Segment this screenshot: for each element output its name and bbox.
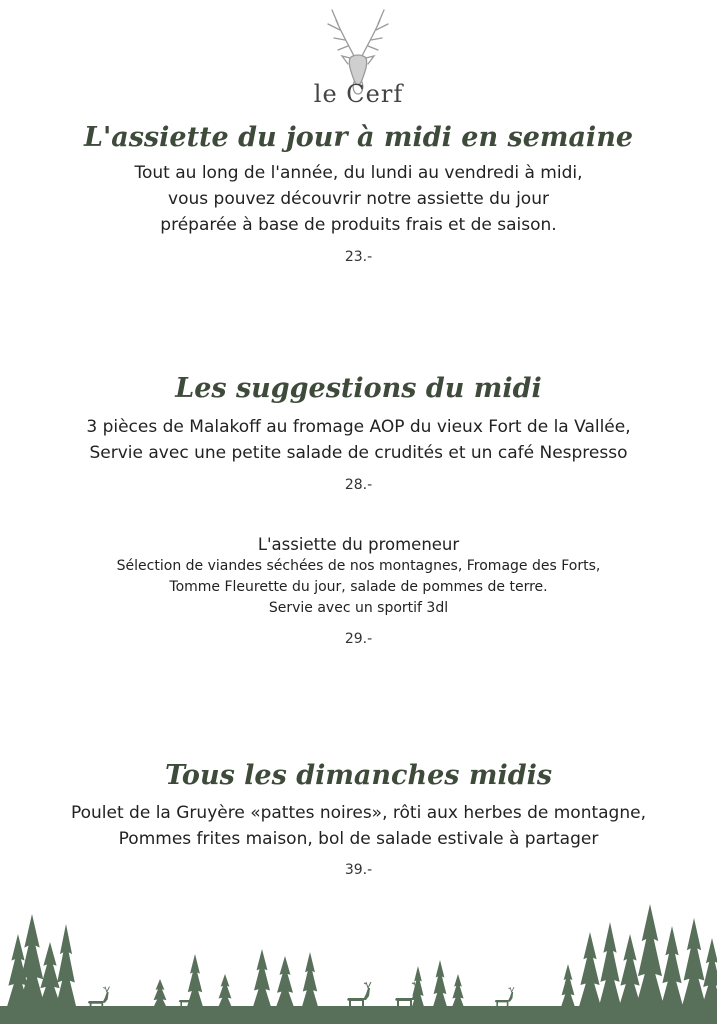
description-line: Tout au long de l'année, du lundi au vendredi à midi,: [134, 163, 583, 183]
sunday-price: 39.-: [344, 862, 373, 878]
deer-shape: [495, 987, 514, 1008]
tree-shape: [432, 960, 448, 1010]
description-line: 3 pièces de Malakoff au fromage AOP du vieux Fort de la Vallée,: [86, 417, 631, 437]
tree-shape: [55, 924, 77, 1010]
deer-shape: [347, 982, 371, 1008]
tree-shape: [152, 979, 168, 1010]
description-line: Tomme Fleurette du jour, salade de pommes de terre.: [169, 579, 548, 595]
section-title-daily-plate: L'assiette du jour à midi en semaine: [83, 122, 634, 153]
tree-shape: [18, 914, 46, 1010]
tree-shape: [301, 952, 319, 1010]
tree-shape: [578, 932, 602, 1010]
malakoff-price: 28.-: [344, 477, 373, 493]
deer-group: [88, 982, 514, 1010]
section-title-suggestions: Les suggestions du midi: [175, 373, 542, 404]
promeneur-price: 29.-: [344, 631, 373, 647]
description-line: Servie avec un sportif 3dl: [268, 600, 449, 616]
forest-illustration: [0, 894, 717, 1024]
tree-shape: [598, 922, 622, 1010]
sunday-description: [0, 800, 717, 852]
ground-strip: [0, 1006, 717, 1024]
description-line: préparée à base de produits frais et de saison.: [160, 215, 557, 235]
description-line: Sélection de viandes séchées de nos montagnes, Fromage des Forts,: [116, 558, 601, 574]
tree-shape: [660, 926, 684, 1010]
tree-shape: [560, 964, 576, 1010]
tree-shape: [252, 949, 272, 1010]
brand-name: le Cerf: [313, 80, 404, 108]
description-line: Pommes frites maison, bol de salade estivale à partager: [118, 829, 599, 849]
description-line: vous pouvez découvrir notre assiette du jour: [168, 189, 549, 209]
tree-shape: [451, 974, 465, 1010]
tree-shape: [217, 974, 233, 1010]
promeneur-title: L'assiette du promeneur: [257, 535, 460, 554]
malakoff-description: [0, 414, 717, 466]
section-title-sundays: Tous les dimanches midis: [164, 760, 553, 791]
tree-shape: [681, 918, 707, 1010]
description-line: Poulet de la Gruyère «pattes noires», rôti aux herbes de montagne,: [70, 803, 646, 823]
daily-plate-description: [0, 160, 717, 238]
tree-shape: [635, 904, 665, 1010]
promeneur-description: [0, 556, 717, 619]
description-line: Servie avec une petite salade de crudités et un café Nespresso: [89, 443, 628, 463]
tree-shape: [275, 956, 295, 1010]
daily-plate-price: 23.-: [344, 249, 373, 265]
tree-group: [6, 904, 717, 1010]
